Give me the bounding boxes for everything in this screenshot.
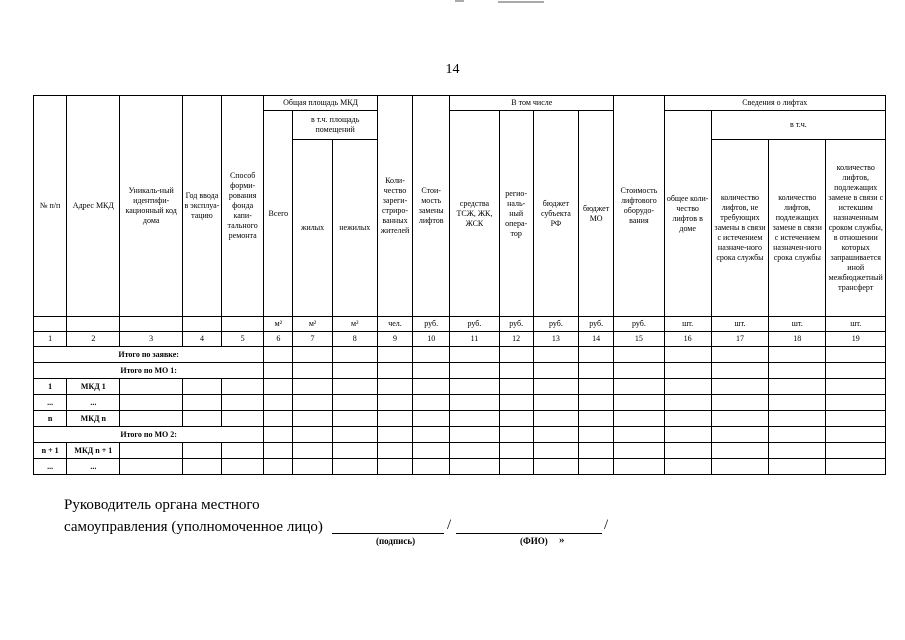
data-cell <box>450 411 499 427</box>
data-cell <box>711 379 768 395</box>
header-cell: нежилых <box>332 140 377 317</box>
data-cell <box>222 395 264 411</box>
data-cell <box>264 379 293 395</box>
data-cell <box>711 411 768 427</box>
row-number: ... <box>34 395 67 411</box>
data-cell <box>264 443 293 459</box>
row-number: n + 1 <box>34 443 67 459</box>
column-number: 10 <box>413 332 450 347</box>
total-label: Итого по заявке: <box>34 347 264 363</box>
data-cell <box>264 427 293 443</box>
header-cell: Уникаль-ный идентифи-кационный код дома <box>120 96 182 317</box>
data-cell <box>182 411 221 427</box>
data-cell <box>264 395 293 411</box>
signature-line <box>332 533 444 534</box>
data-cell <box>413 379 450 395</box>
header-group-area: Общая площадь МКД <box>264 96 378 111</box>
data-cell <box>614 395 664 411</box>
header-cell: жилых <box>293 140 332 317</box>
data-cell <box>614 459 664 475</box>
data-cell <box>377 347 412 363</box>
row-address: МКД n <box>67 411 120 427</box>
column-numbers-row <box>34 332 886 347</box>
row-number: ... <box>34 459 67 475</box>
data-cell <box>450 395 499 411</box>
data-cell <box>413 427 450 443</box>
header-subgroup-lifts: в т.ч. <box>711 111 885 140</box>
data-cell <box>293 427 332 443</box>
column-number: 16 <box>664 332 711 347</box>
data-cell <box>769 379 826 395</box>
page-number: 14 <box>445 62 460 77</box>
data-cell <box>826 427 886 443</box>
data-cell <box>293 363 332 379</box>
data-cell <box>499 427 533 443</box>
signature-caption: (подпись) <box>376 536 416 546</box>
data-cell <box>222 379 264 395</box>
data-cell <box>413 395 450 411</box>
data-cell <box>120 395 182 411</box>
data-cell <box>264 411 293 427</box>
data-cell <box>222 459 264 475</box>
data-cell <box>664 379 711 395</box>
data-cell <box>826 395 886 411</box>
data-cell <box>377 363 412 379</box>
data-cell <box>332 395 377 411</box>
column-number: 8 <box>332 332 377 347</box>
data-cell <box>664 459 711 475</box>
data-cell <box>293 395 332 411</box>
data-cell <box>614 411 664 427</box>
column-number: 9 <box>377 332 412 347</box>
data-cell <box>377 459 412 475</box>
data-cell <box>413 459 450 475</box>
data-cell <box>579 459 614 475</box>
data-cell <box>120 379 182 395</box>
table-row <box>34 379 886 395</box>
column-number: 3 <box>120 332 182 347</box>
data-cell <box>711 459 768 475</box>
header-cell: количество лифтов, подлежащих замене в связи с истекшим назначенным сроком службы, в отношении которых запрашивается иной межбюджетный трансферт <box>826 140 886 317</box>
column-number: 11 <box>450 332 499 347</box>
fio-slash: / <box>604 517 609 533</box>
table-row <box>34 459 886 475</box>
data-cell <box>664 363 711 379</box>
row-address: ... <box>67 395 120 411</box>
fio-line <box>456 533 602 534</box>
header-group-lifts: Сведения о лифтах <box>664 96 885 111</box>
data-cell <box>769 347 826 363</box>
unit-cell: шт. <box>826 317 886 332</box>
data-cell <box>826 363 886 379</box>
header-subgroup-area: в т.ч. площадь помещений <box>293 111 377 140</box>
data-cell <box>579 411 614 427</box>
previous-page-fragment <box>0 0 905 6</box>
data-cell <box>120 411 182 427</box>
data-cell <box>579 379 614 395</box>
row-number: n <box>34 411 67 427</box>
data-cell <box>377 427 412 443</box>
header-cell: регио-наль-ный опера-тор <box>499 111 533 317</box>
total-mo2-row <box>34 427 886 443</box>
lift-replacement-table <box>33 95 886 475</box>
data-cell <box>826 347 886 363</box>
column-number: 14 <box>579 332 614 347</box>
data-cell <box>222 443 264 459</box>
data-cell <box>614 347 664 363</box>
unit-cell: шт. <box>664 317 711 332</box>
column-number: 1 <box>34 332 67 347</box>
column-number: 5 <box>222 332 264 347</box>
data-cell <box>769 411 826 427</box>
column-number: 17 <box>711 332 768 347</box>
header-cell: количество лифтов, не требующих замены в связи с истечением назначе-ного срока службы <box>711 140 768 317</box>
unit-cell: м² <box>264 317 293 332</box>
data-cell <box>499 443 533 459</box>
data-cell <box>377 443 412 459</box>
data-cell <box>826 443 886 459</box>
data-cell <box>120 443 182 459</box>
data-cell <box>450 443 499 459</box>
unit-cell <box>34 317 67 332</box>
data-cell <box>413 443 450 459</box>
header-cell: Стои-мость замены лифтов <box>413 96 450 317</box>
unit-cell: шт. <box>769 317 826 332</box>
units-row <box>34 317 886 332</box>
data-cell <box>264 459 293 475</box>
row-address: МКД 1 <box>67 379 120 395</box>
data-cell <box>182 379 221 395</box>
data-cell <box>293 347 332 363</box>
data-cell <box>499 411 533 427</box>
data-cell <box>332 443 377 459</box>
unit-cell: чел. <box>377 317 412 332</box>
data-cell <box>450 379 499 395</box>
data-cell <box>377 411 412 427</box>
total-request-row <box>34 347 886 363</box>
data-cell <box>182 443 221 459</box>
data-cell <box>332 347 377 363</box>
header-group-including: В том числе <box>450 96 614 111</box>
data-cell <box>332 459 377 475</box>
column-number: 12 <box>499 332 533 347</box>
unit-cell: м² <box>293 317 332 332</box>
unit-cell: руб. <box>413 317 450 332</box>
total-mo1-row <box>34 363 886 379</box>
unit-cell: руб. <box>579 317 614 332</box>
data-cell <box>711 443 768 459</box>
data-cell <box>450 459 499 475</box>
data-cell <box>579 443 614 459</box>
data-cell <box>664 395 711 411</box>
data-cell <box>332 379 377 395</box>
data-cell <box>664 347 711 363</box>
data-cell <box>711 347 768 363</box>
data-cell <box>499 379 533 395</box>
column-number: 19 <box>826 332 886 347</box>
header-cell: бюджет субъекта РФ <box>533 111 578 317</box>
data-cell <box>120 459 182 475</box>
unit-cell: м² <box>332 317 377 332</box>
data-cell <box>499 395 533 411</box>
row-address: МКД n + 1 <box>67 443 120 459</box>
data-cell <box>769 459 826 475</box>
data-cell <box>293 379 332 395</box>
data-cell <box>769 443 826 459</box>
unit-cell <box>120 317 182 332</box>
header-cell: Коли-чество зареги-стриро-ванных жителей <box>377 96 412 317</box>
unit-cell: руб. <box>533 317 578 332</box>
signature-slash: / <box>447 517 452 533</box>
data-cell <box>293 443 332 459</box>
header-cell: Стоимость лифтового оборудо-вания <box>614 96 664 317</box>
data-cell <box>614 443 664 459</box>
data-cell <box>499 347 533 363</box>
data-cell <box>769 363 826 379</box>
data-cell <box>450 363 499 379</box>
unit-cell: руб. <box>614 317 664 332</box>
data-cell <box>533 459 578 475</box>
data-cell <box>264 347 293 363</box>
column-number: 15 <box>614 332 664 347</box>
row-address: ... <box>67 459 120 475</box>
data-cell <box>579 347 614 363</box>
column-number: 2 <box>67 332 120 347</box>
data-cell <box>614 363 664 379</box>
data-cell <box>664 427 711 443</box>
unit-cell: руб. <box>450 317 499 332</box>
closing-quote: » <box>559 534 565 546</box>
header-cell: Год ввода в эксплуа-тацию <box>182 96 221 317</box>
data-cell <box>579 427 614 443</box>
data-cell <box>826 459 886 475</box>
data-cell <box>377 379 412 395</box>
fio-caption: (ФИО) <box>520 536 548 546</box>
data-cell <box>450 427 499 443</box>
unit-cell: шт. <box>711 317 768 332</box>
data-cell <box>579 363 614 379</box>
unit-cell <box>67 317 120 332</box>
data-cell <box>533 411 578 427</box>
header-cell: № п/п <box>34 96 67 317</box>
data-cell <box>413 411 450 427</box>
data-cell <box>332 363 377 379</box>
header-cell: Адрес МКД <box>67 96 120 317</box>
data-cell <box>711 395 768 411</box>
unit-cell <box>222 317 264 332</box>
data-cell <box>533 427 578 443</box>
data-cell <box>533 395 578 411</box>
data-cell <box>579 395 614 411</box>
data-cell <box>769 395 826 411</box>
data-cell <box>222 411 264 427</box>
signature-title-line1: Руководитель органа местного <box>64 497 260 513</box>
data-cell <box>264 363 293 379</box>
table-row <box>34 443 886 459</box>
column-number: 18 <box>769 332 826 347</box>
data-cell <box>664 443 711 459</box>
unit-cell: руб. <box>499 317 533 332</box>
data-cell <box>293 459 332 475</box>
header-cell: Всего <box>264 111 293 317</box>
column-number: 6 <box>264 332 293 347</box>
data-cell <box>826 411 886 427</box>
total-label: Итого по МО 1: <box>34 363 264 379</box>
data-cell <box>826 379 886 395</box>
data-cell <box>182 395 221 411</box>
column-number: 13 <box>533 332 578 347</box>
table-row <box>34 395 886 411</box>
data-cell <box>413 347 450 363</box>
data-cell <box>332 411 377 427</box>
data-cell <box>499 363 533 379</box>
data-cell <box>664 411 711 427</box>
data-cell <box>182 459 221 475</box>
data-cell <box>533 443 578 459</box>
data-cell <box>332 427 377 443</box>
data-cell <box>499 459 533 475</box>
header-cell: количество лифтов, подлежащих замене в связи с истечением назначен-ного срока службы <box>769 140 826 317</box>
data-cell <box>769 427 826 443</box>
table-row <box>34 411 886 427</box>
data-cell <box>711 427 768 443</box>
header-cell: средства ТСЖ, ЖК, ЖСК <box>450 111 499 317</box>
column-number: 7 <box>293 332 332 347</box>
data-cell <box>450 347 499 363</box>
header-cell: общее коли-чество лифтов в доме <box>664 111 711 317</box>
header-cell: бюджет МО <box>579 111 614 317</box>
data-cell <box>413 363 450 379</box>
header-row-1 <box>34 96 886 111</box>
header-cell: Способ форми-рования фонда капи-тального ремонта <box>222 96 264 317</box>
data-cell <box>293 411 332 427</box>
row-number: 1 <box>34 379 67 395</box>
total-label: Итого по МО 2: <box>34 427 264 443</box>
unit-cell <box>182 317 221 332</box>
data-cell <box>533 379 578 395</box>
data-cell <box>377 395 412 411</box>
data-cell <box>711 363 768 379</box>
signature-title-line2: самоуправления (уполномоченное лицо) <box>64 519 323 535</box>
data-cell <box>533 363 578 379</box>
data-cell <box>533 347 578 363</box>
data-cell <box>614 427 664 443</box>
column-number: 4 <box>182 332 221 347</box>
data-cell <box>614 379 664 395</box>
